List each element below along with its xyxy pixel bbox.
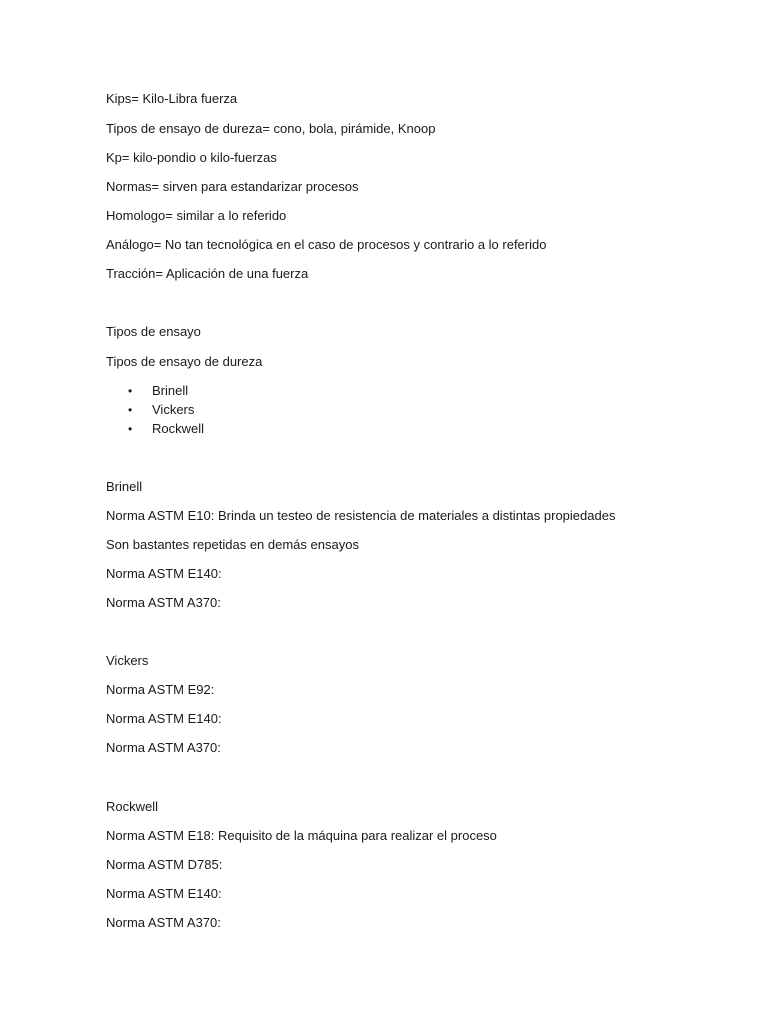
list-item bbox=[128, 401, 194, 419]
definition-hardness-types: Tipos de ensayo de dureza= cono, bola, pirámide, Knoop bbox=[106, 121, 436, 136]
types-heading: Tipos de ensayo bbox=[106, 324, 201, 339]
bullet-icon: • bbox=[128, 384, 133, 398]
definition-analogo: Análogo= No tan tecnológica en el caso de procesos y contrario a lo referido bbox=[106, 237, 547, 252]
bullet-icon: • bbox=[128, 422, 133, 436]
vickers-line: Norma ASTM E140: bbox=[106, 711, 222, 726]
list-item-label: Brinell bbox=[152, 383, 189, 398]
list-item-label: Vickers bbox=[152, 402, 195, 417]
brinell-line: Son bastantes repetidas en demás ensayos bbox=[106, 537, 359, 552]
definition-homologo: Homologo= similar a lo referido bbox=[106, 208, 287, 223]
list-item bbox=[128, 382, 188, 400]
brinell-heading: Brinell bbox=[106, 479, 143, 494]
rockwell-line: Norma ASTM D785: bbox=[106, 857, 223, 872]
brinell-line: Norma ASTM E140: bbox=[106, 566, 222, 581]
vickers-heading: Vickers bbox=[106, 653, 149, 668]
rockwell-heading: Rockwell bbox=[106, 799, 159, 814]
definition-kips: Kips= Kilo-Libra fuerza bbox=[106, 91, 238, 106]
rockwell-line: Norma ASTM E18: Requisito de la máquina para realizar el proceso bbox=[106, 828, 497, 843]
rockwell-line: Norma ASTM E140: bbox=[106, 886, 222, 901]
list-item bbox=[128, 420, 204, 438]
brinell-line: Norma ASTM E10: Brinda un testeo de resistencia de materiales a distintas propiedades bbox=[106, 508, 616, 523]
brinell-line: Norma ASTM A370: bbox=[106, 595, 221, 610]
rockwell-line: Norma ASTM A370: bbox=[106, 915, 221, 930]
hardness-heading: Tipos de ensayo de dureza bbox=[106, 354, 263, 369]
vickers-line: Norma ASTM E92: bbox=[106, 682, 215, 697]
definition-kp: Kp= kilo-pondio o kilo-fuerzas bbox=[106, 150, 277, 165]
vickers-line: Norma ASTM A370: bbox=[106, 740, 221, 755]
definition-normas: Normas= sirven para estandarizar procesos bbox=[106, 179, 359, 194]
definition-traccion: Tracción= Aplicación de una fuerza bbox=[106, 266, 309, 281]
list-item-label: Rockwell bbox=[152, 421, 205, 436]
bullet-icon: • bbox=[128, 403, 133, 417]
